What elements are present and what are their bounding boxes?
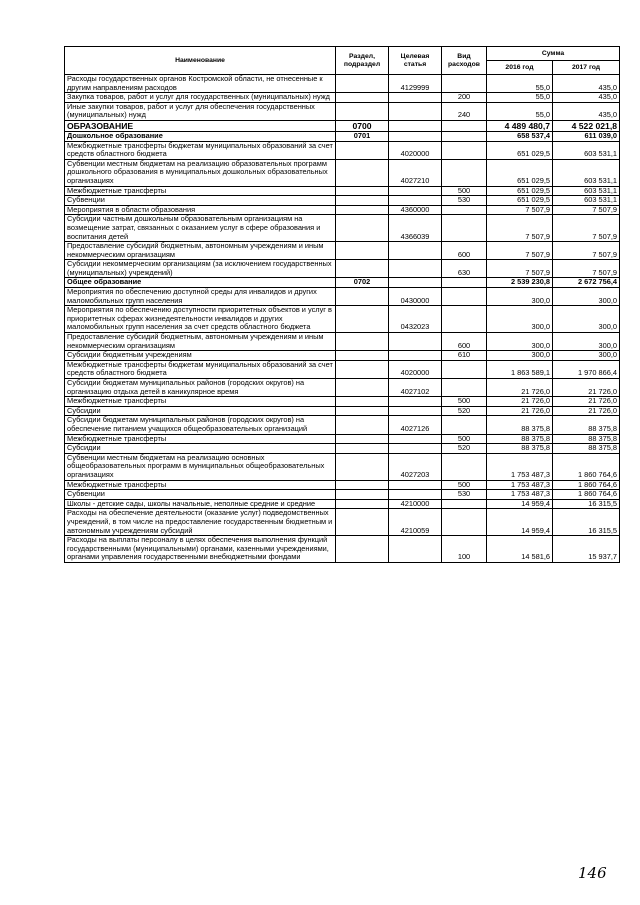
- header-type: Вид расходов: [442, 47, 487, 75]
- cell-section: [336, 480, 389, 490]
- cell-v2016: 1 753 487,3: [487, 453, 553, 480]
- cell-type: [442, 278, 487, 288]
- cell-v2017: 7 507,9: [553, 260, 620, 278]
- cell-type: [442, 131, 487, 141]
- cell-name: Субсидии некоммерческим организациям (за исключением государственных (муниципальных) учреждений): [65, 260, 336, 278]
- cell-name: Межбюджетные трансферты бюджетам муниципальных образований за счет средств областного бюджета: [65, 141, 336, 159]
- cell-type: [442, 306, 487, 333]
- cell-type: 500: [442, 186, 487, 196]
- cell-v2016: 55,0: [487, 93, 553, 103]
- cell-section: [336, 93, 389, 103]
- cell-name: Субвенции местным бюджетам на реализацию образовательных программ дошкольного образования в муниципальных дошкольных образовательных организациях: [65, 159, 336, 186]
- cell-article: [389, 480, 442, 490]
- cell-v2017: 16 315,5: [553, 509, 620, 536]
- cell-type: [442, 453, 487, 480]
- cell-section: [336, 205, 389, 215]
- cell-name: Субсидии: [65, 406, 336, 416]
- cell-v2017: 1 860 764,6: [553, 490, 620, 500]
- cell-name: Межбюджетные трансферты: [65, 186, 336, 196]
- table-row: [65, 93, 620, 103]
- cell-type: [442, 205, 487, 215]
- cell-type: [442, 509, 487, 536]
- cell-v2016: 7 507,9: [487, 260, 553, 278]
- cell-name: Мероприятия по обеспечению доступной среды для инвалидов и других маломобильных групп населения: [65, 288, 336, 306]
- table-body: [65, 75, 620, 563]
- cell-type: [442, 379, 487, 397]
- cell-type: [442, 159, 487, 186]
- cell-name: Субсидии: [65, 444, 336, 454]
- cell-v2017: 21 726,0: [553, 379, 620, 397]
- cell-v2016: 300,0: [487, 288, 553, 306]
- cell-type: 610: [442, 351, 487, 361]
- budget-table: [64, 46, 620, 563]
- cell-v2017: 603 531,1: [553, 141, 620, 159]
- cell-type: 600: [442, 333, 487, 351]
- cell-v2017: 88 375,8: [553, 434, 620, 444]
- cell-name: Субвенции: [65, 490, 336, 500]
- cell-name: Расходы государственных органов Костромской области, не отнесенные к другим направлениям расходов: [65, 75, 336, 93]
- cell-name: Межбюджетные трансферты бюджетам муниципальных образований за счет средств областного бюджета: [65, 360, 336, 378]
- cell-type: [442, 215, 487, 242]
- cell-v2016: 14 581,6: [487, 536, 553, 563]
- cell-type: [442, 120, 487, 131]
- cell-v2016: 651 029,5: [487, 141, 553, 159]
- cell-name: Субсидии бюджетам муниципальных районов (городских округов) на обеспечение питанием учащихся общеобразовательных организаций: [65, 416, 336, 434]
- cell-name: Межбюджетные трансферты: [65, 480, 336, 490]
- table-row: [65, 333, 620, 351]
- cell-article: [389, 351, 442, 361]
- cell-name: Дошкольное образование: [65, 131, 336, 141]
- cell-section: [336, 75, 389, 93]
- header-name: Наименование: [65, 47, 336, 75]
- header-section: Раздел, подраздел: [336, 47, 389, 75]
- table-row: [65, 351, 620, 361]
- cell-article: [389, 102, 442, 120]
- table-row: [65, 453, 620, 480]
- cell-article: 4360000: [389, 205, 442, 215]
- cell-v2017: 7 507,9: [553, 242, 620, 260]
- cell-section: [336, 444, 389, 454]
- cell-section: [336, 102, 389, 120]
- cell-section: [336, 397, 389, 407]
- table-row: [65, 196, 620, 206]
- cell-v2017: 435,0: [553, 75, 620, 93]
- cell-section: [336, 260, 389, 278]
- cell-section: [336, 406, 389, 416]
- table-row: [65, 360, 620, 378]
- table-header: [65, 47, 620, 75]
- cell-article: [389, 434, 442, 444]
- cell-section: [336, 351, 389, 361]
- page-number: 146: [578, 864, 607, 882]
- cell-section: [336, 288, 389, 306]
- cell-article: 4210000: [389, 499, 442, 509]
- cell-article: [389, 406, 442, 416]
- cell-article: [389, 490, 442, 500]
- cell-v2017: 21 726,0: [553, 406, 620, 416]
- cell-type: 200: [442, 93, 487, 103]
- cell-section: [336, 360, 389, 378]
- cell-v2016: 21 726,0: [487, 379, 553, 397]
- cell-v2017: 300,0: [553, 351, 620, 361]
- cell-type: 520: [442, 444, 487, 454]
- cell-v2016: 55,0: [487, 75, 553, 93]
- cell-section: [336, 196, 389, 206]
- cell-name: Субвенции местным бюджетам на реализацию основных общеобразовательных программ в муниципальных общеобразовательных организациях: [65, 453, 336, 480]
- table-row: [65, 490, 620, 500]
- cell-v2016: 651 029,5: [487, 159, 553, 186]
- table-row: [65, 306, 620, 333]
- cell-article: [389, 278, 442, 288]
- cell-v2016: 7 507,9: [487, 242, 553, 260]
- cell-v2017: 300,0: [553, 333, 620, 351]
- cell-article: 4027102: [389, 379, 442, 397]
- cell-v2016: 300,0: [487, 333, 553, 351]
- cell-section: [336, 536, 389, 563]
- cell-name: Межбюджетные трансферты: [65, 434, 336, 444]
- table-row: [65, 509, 620, 536]
- cell-type: [442, 499, 487, 509]
- cell-v2017: 603 531,1: [553, 196, 620, 206]
- cell-v2017: 88 375,8: [553, 444, 620, 454]
- cell-article: [389, 536, 442, 563]
- cell-name: Школы - детские сады, школы начальные, неполные средние и средние: [65, 499, 336, 509]
- cell-v2016: 14 959,4: [487, 509, 553, 536]
- cell-v2016: 21 726,0: [487, 397, 553, 407]
- cell-section: [336, 434, 389, 444]
- cell-v2016: 55,0: [487, 102, 553, 120]
- cell-type: [442, 360, 487, 378]
- cell-section: [336, 379, 389, 397]
- header-sum: Сумма: [487, 47, 620, 61]
- cell-v2016: 300,0: [487, 306, 553, 333]
- cell-v2017: 4 522 021,8: [553, 120, 620, 131]
- cell-article: [389, 444, 442, 454]
- table-row: [65, 260, 620, 278]
- cell-v2017: 2 672 756,4: [553, 278, 620, 288]
- cell-name: Расходы на обеспечение деятельности (оказание услуг) подведомственных учреждений, в том числе на предоставление государственным бюджетным и автономным учреждениям субсидий: [65, 509, 336, 536]
- cell-article: 0430000: [389, 288, 442, 306]
- cell-section: [336, 141, 389, 159]
- cell-section: [336, 490, 389, 500]
- cell-v2017: 435,0: [553, 102, 620, 120]
- cell-v2017: 603 531,1: [553, 159, 620, 186]
- table-row: [65, 397, 620, 407]
- cell-v2017: 88 375,8: [553, 416, 620, 434]
- cell-article: [389, 120, 442, 131]
- cell-section: [336, 453, 389, 480]
- cell-section: [336, 306, 389, 333]
- cell-name: Закупка товаров, работ и услуг для государственных (муниципальных) нужд: [65, 93, 336, 103]
- cell-v2016: 7 507,9: [487, 205, 553, 215]
- table-row: [65, 102, 620, 120]
- cell-article: 4020000: [389, 141, 442, 159]
- table-row: [65, 536, 620, 563]
- cell-v2017: 21 726,0: [553, 397, 620, 407]
- cell-type: 630: [442, 260, 487, 278]
- cell-type: 600: [442, 242, 487, 260]
- cell-type: [442, 141, 487, 159]
- cell-v2017: 435,0: [553, 93, 620, 103]
- cell-v2017: 15 937,7: [553, 536, 620, 563]
- cell-type: 530: [442, 196, 487, 206]
- table-row: [65, 120, 620, 131]
- cell-v2016: 4 489 480,7: [487, 120, 553, 131]
- cell-v2016: 300,0: [487, 351, 553, 361]
- cell-article: [389, 333, 442, 351]
- cell-v2017: 611 039,0: [553, 131, 620, 141]
- cell-section: [336, 159, 389, 186]
- cell-name: Субсидии бюджетным учреждениям: [65, 351, 336, 361]
- cell-article: [389, 93, 442, 103]
- table-row: [65, 379, 620, 397]
- cell-type: 500: [442, 480, 487, 490]
- header-year-2016: 2016 год: [487, 61, 553, 75]
- cell-v2016: 658 537,4: [487, 131, 553, 141]
- table-row: [65, 131, 620, 141]
- cell-type: 520: [442, 406, 487, 416]
- cell-article: [389, 242, 442, 260]
- cell-v2016: 88 375,8: [487, 444, 553, 454]
- cell-name: Предоставление субсидий бюджетным, автономным учреждениям и иным некоммерческим организациям: [65, 333, 336, 351]
- cell-article: [389, 260, 442, 278]
- cell-v2016: 14 959,4: [487, 499, 553, 509]
- cell-name: Мероприятия по обеспечению доступности приоритетных объектов и услуг в приоритетных сферах жизнедеятельности инвалидов и других маломобильных групп населения за счет средств областного бюджета: [65, 306, 336, 333]
- table-row: [65, 242, 620, 260]
- cell-v2016: 88 375,8: [487, 416, 553, 434]
- cell-v2016: 21 726,0: [487, 406, 553, 416]
- cell-type: 500: [442, 397, 487, 407]
- cell-v2017: 300,0: [553, 306, 620, 333]
- cell-article: 4210059: [389, 509, 442, 536]
- cell-name: Расходы на выплаты персоналу в целях обеспечения выполнения функций государственными (муниципальными) органами, казенными учреждениями, органами управления государственными внебюджетными фондами: [65, 536, 336, 563]
- table-row: [65, 159, 620, 186]
- table-row: [65, 215, 620, 242]
- cell-section: [336, 333, 389, 351]
- cell-article: [389, 131, 442, 141]
- header-article: Целевая статья: [389, 47, 442, 75]
- cell-name: Межбюджетные трансферты: [65, 397, 336, 407]
- cell-v2017: 300,0: [553, 288, 620, 306]
- table-row: [65, 141, 620, 159]
- cell-name: ОБРАЗОВАНИЕ: [65, 120, 336, 131]
- cell-v2016: 7 507,9: [487, 215, 553, 242]
- cell-section: 0700: [336, 120, 389, 131]
- cell-article: [389, 186, 442, 196]
- cell-article: [389, 196, 442, 206]
- cell-article: 4027126: [389, 416, 442, 434]
- cell-name: Иные закупки товаров, работ и услуг для обеспечения государственных (муниципальных) нужд: [65, 102, 336, 120]
- cell-type: [442, 75, 487, 93]
- cell-type: [442, 288, 487, 306]
- cell-article: 4366039: [389, 215, 442, 242]
- cell-section: [336, 509, 389, 536]
- cell-v2016: 1 753 487,3: [487, 490, 553, 500]
- table-row: [65, 75, 620, 93]
- cell-section: [336, 242, 389, 260]
- cell-v2016: 1 753 487,3: [487, 480, 553, 490]
- cell-v2017: 7 507,9: [553, 215, 620, 242]
- cell-v2017: 7 507,9: [553, 205, 620, 215]
- cell-type: 500: [442, 434, 487, 444]
- cell-article: 0432023: [389, 306, 442, 333]
- cell-section: 0701: [336, 131, 389, 141]
- cell-type: [442, 416, 487, 434]
- cell-type: 530: [442, 490, 487, 500]
- cell-v2016: 651 029,5: [487, 196, 553, 206]
- table-row: [65, 444, 620, 454]
- cell-v2017: 603 531,1: [553, 186, 620, 196]
- cell-section: [336, 499, 389, 509]
- cell-section: [336, 416, 389, 434]
- cell-v2017: 16 315,5: [553, 499, 620, 509]
- cell-section: [336, 215, 389, 242]
- cell-name: Общее образование: [65, 278, 336, 288]
- cell-v2016: 651 029,5: [487, 186, 553, 196]
- cell-v2016: 1 863 589,1: [487, 360, 553, 378]
- cell-type: 100: [442, 536, 487, 563]
- cell-section: 0702: [336, 278, 389, 288]
- cell-article: 4027210: [389, 159, 442, 186]
- cell-name: Субвенции: [65, 196, 336, 206]
- cell-name: Субсидии частным дошкольным образовательным организациям на возмещение затрат, связанных с оказанием услуг в сфере образования и воспитания детей: [65, 215, 336, 242]
- cell-type: 240: [442, 102, 487, 120]
- table-row: [65, 416, 620, 434]
- cell-name: Мероприятия в области образования: [65, 205, 336, 215]
- cell-v2016: 88 375,8: [487, 434, 553, 444]
- cell-v2017: 1 970 866,4: [553, 360, 620, 378]
- cell-v2017: 1 860 764,6: [553, 480, 620, 490]
- cell-v2017: 1 860 764,6: [553, 453, 620, 480]
- cell-v2016: 2 539 230,8: [487, 278, 553, 288]
- cell-article: 4129999: [389, 75, 442, 93]
- cell-name: Предоставление субсидий бюджетным, автономным учреждениям и иным некоммерческим организациям: [65, 242, 336, 260]
- cell-section: [336, 186, 389, 196]
- cell-name: Субсидии бюджетам муниципальных районов (городских округов) на организацию отдыха детей в каникулярное время: [65, 379, 336, 397]
- cell-article: [389, 397, 442, 407]
- header-year-2017: 2017 год: [553, 61, 620, 75]
- table-row: [65, 288, 620, 306]
- cell-article: 4020000: [389, 360, 442, 378]
- cell-article: 4027203: [389, 453, 442, 480]
